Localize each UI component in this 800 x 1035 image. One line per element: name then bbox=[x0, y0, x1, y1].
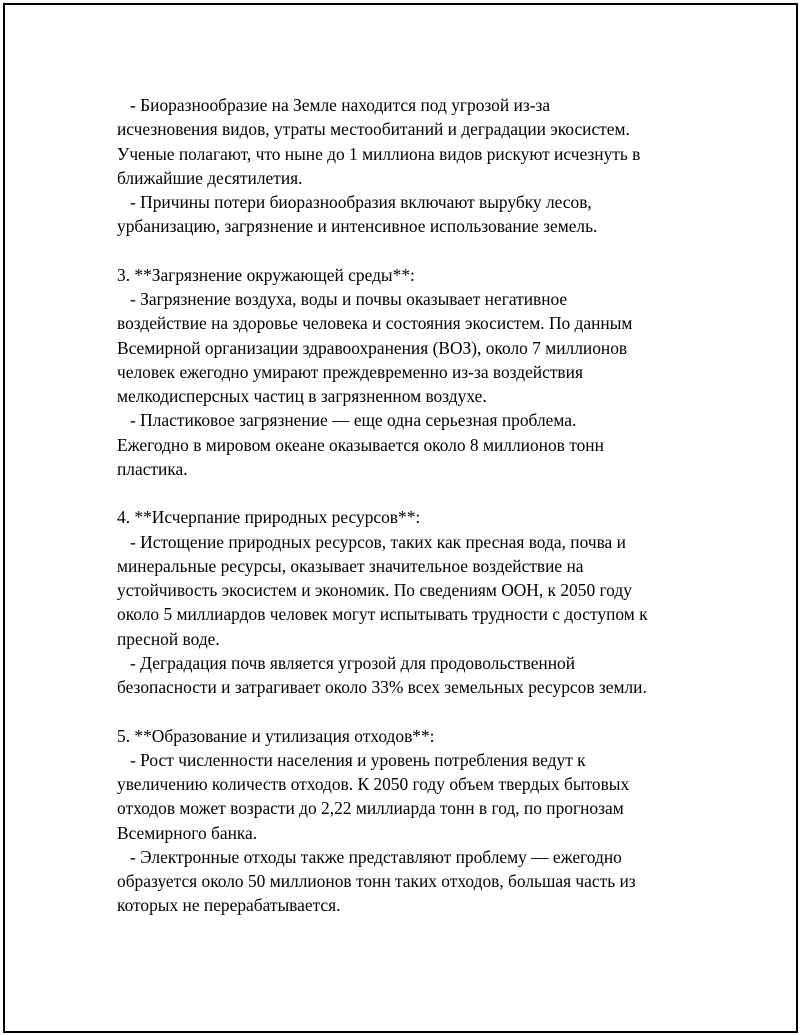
text-line: мелкодисперсных частиц в загрязненном воздухе. bbox=[117, 386, 487, 406]
text-line: - Загрязнение воздуха, воды и почвы оказывает негативное bbox=[117, 289, 568, 309]
text-line: - Пластиковое загрязнение — еще одна серьезная проблема. bbox=[117, 410, 577, 431]
blank-line bbox=[117, 239, 717, 263]
text-line: отходов может возрасти до 2,22 миллиарда тонн в год, по прогнозам bbox=[117, 798, 624, 819]
text-line: 4. **Исчерпание природных ресурсов**: bbox=[117, 507, 421, 528]
document-body bbox=[117, 93, 717, 918]
text-line: - Деградация почв является угрозой для продовольственной bbox=[117, 652, 576, 673]
text-line: пресной воде. bbox=[117, 628, 220, 649]
text-line: пластика. bbox=[117, 458, 188, 479]
text-line: Всемирного банка. bbox=[117, 822, 258, 843]
text-line: человек ежегодно умирают преждевременно из-за воздействия bbox=[117, 361, 583, 382]
text-line: образуется около 50 миллионов тонн таких отходов, большая часть из bbox=[117, 871, 636, 891]
text-line: - Рост численности населения и уровень потребления ведут к bbox=[117, 749, 586, 770]
blank-line bbox=[117, 699, 717, 723]
text-line: 3. **Загрязнение окружающей среды**: bbox=[117, 264, 415, 285]
text-line: которых не перерабатывается. bbox=[117, 895, 341, 916]
text-line: устойчивость экосистем и экономик. По сведениям ООН, к 2050 году bbox=[117, 580, 632, 600]
text-line: Ученые полагают, что ныне до 1 миллиона видов рискуют исчезнуть в bbox=[117, 143, 641, 164]
text-line: воздействие на здоровье человека и состояния экосистем. По данным bbox=[117, 313, 633, 334]
text-line: Ежегодно в мировом океане оказывается около 8 миллионов тонн bbox=[117, 434, 604, 455]
text-line: ближайшие десятилетия. bbox=[117, 167, 303, 188]
text-line: урбанизацию, загрязнение и интенсивное использование земель. bbox=[117, 216, 598, 237]
text-line: - Истощение природных ресурсов, таких как пресная вода, почва и bbox=[117, 531, 626, 552]
text-line: около 5 миллиардов человек могут испытывать трудности с доступом к bbox=[117, 604, 648, 625]
text-line: 5. **Образование и утилизация отходов**: bbox=[117, 725, 435, 746]
text-line: безопасности и затрагивает около 33% всех земельных ресурсов земли. bbox=[117, 677, 647, 697]
text-line: - Причины потери биоразнообразия включают вырубку лесов, bbox=[117, 192, 592, 212]
text-line: - Электронные отходы также представляют проблему — ежегодно bbox=[117, 846, 622, 867]
text-line: исчезновения видов, утраты местообитаний и деградации экосистем. bbox=[117, 119, 630, 140]
blank-line bbox=[117, 481, 717, 505]
text-line: увеличению количеств отходов. К 2050 году объем твердых бытовых bbox=[117, 774, 630, 794]
text-line: минеральные ресурсы, оказывает значительное воздействие на bbox=[117, 555, 584, 576]
text-line: - Биоразнообразие на Земле находится под угрозой из-за bbox=[117, 95, 551, 115]
text-line: Всемирной организации здравоохранения (ВОЗ), около 7 миллионов bbox=[117, 337, 628, 358]
